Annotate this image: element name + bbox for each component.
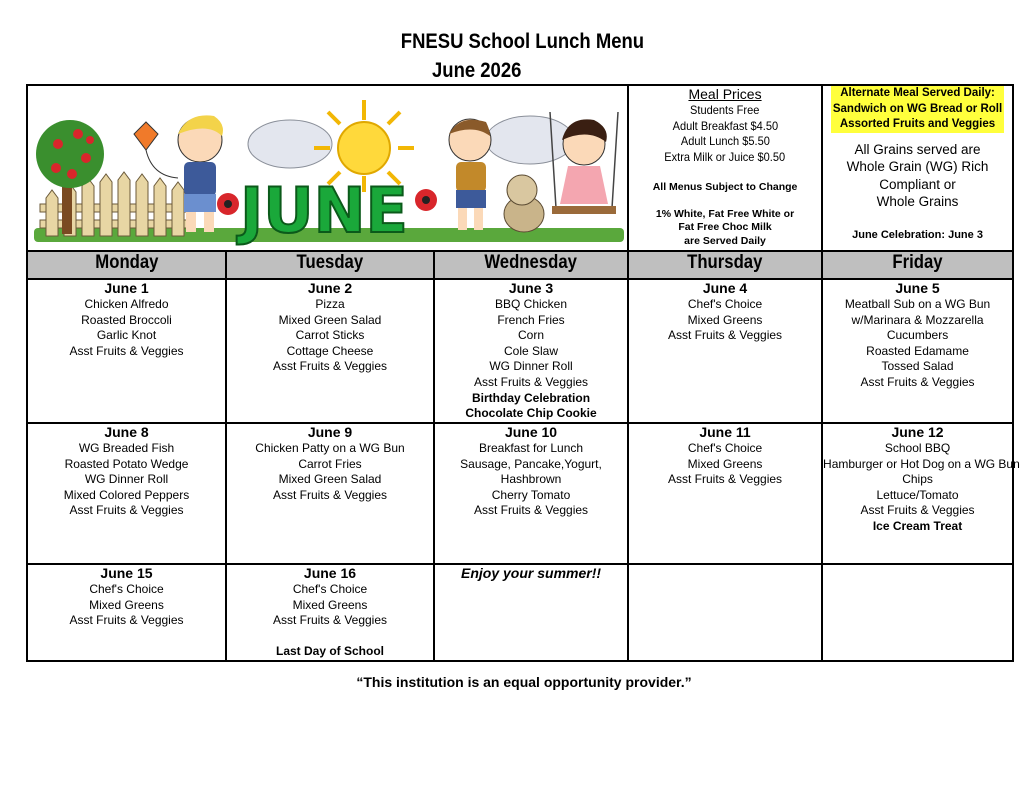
meal-prices-heading: Meal Prices [688,86,762,102]
day-cell [226,564,434,661]
menu-item: Asst Fruits & Veggies [272,359,388,374]
day-header-thursday: Thursday [628,251,822,279]
menu-item: Carrot Sticks [295,328,365,343]
menu-item: WG Dinner Roll [489,359,573,374]
grains-line: Whole Grain (WG) Rich [846,159,989,174]
menu-item: Asst Fruits & Veggies [473,374,589,389]
menu-item: Asst Fruits & Veggies [668,328,783,343]
grains-line: Whole Grains [876,194,959,209]
day-date: June 9 [307,424,353,440]
menu-change-note: All Menus Subject to Change [652,181,798,193]
menu-item: Mixed Greens [687,312,763,327]
menu-item: Chicken Alfredo [84,297,169,311]
menu-item: Chips [902,472,933,487]
menu-item: Chef's Choice [687,441,763,455]
menu-item: Asst Fruits & Veggies [668,472,783,487]
day-date: June 12 [891,424,944,440]
menu-item: Cucumbers [886,328,949,343]
meal-prices-cell [628,85,822,251]
day-cell [822,279,1013,423]
day-cell [27,279,226,423]
menu-item: Cole Slaw [504,343,559,358]
menu-item: Chef's Choice [89,582,164,596]
menu-table [26,84,1020,662]
alternate-meal-highlight [831,86,1004,133]
june-clipart [28,86,628,250]
menu-item: Carrot Fries [298,456,362,471]
menu-item: Asst Fruits & Veggies [69,613,184,628]
menu-item: Mixed Green Salad [278,312,382,327]
day-date: June 8 [104,424,149,440]
summer-message: Enjoy your summer!! [461,565,602,581]
day-cell [822,564,1013,661]
week-row [27,564,1013,661]
day-cell [628,423,822,564]
menu-item: BBQ Chicken [495,297,568,311]
alternate-meal-line: Assorted Fruits and Veggies [839,118,996,130]
day-date: June 11 [699,424,751,440]
menu-item: WG Dinner Roll [84,472,169,487]
menu-item: Mixed Greens [89,597,164,612]
day-date: June 10 [504,424,558,440]
alternate-meal-cell [822,85,1013,251]
menu-item: Asst Fruits & Veggies [860,503,975,518]
menu-item: Sausage, Pancake,Yogurt, [460,456,602,471]
menu-item: French Fries [497,312,565,327]
menu-item: Mixed Green Salad [278,472,382,487]
day-date: June 16 [303,565,357,581]
day-header-tuesday: Tuesday [226,251,434,279]
day-cell [27,564,226,661]
menu-item: Garlic Knot [96,328,157,343]
menu-item: Mixed Colored Peppers [63,487,190,502]
menu-item: Chef's Choice [687,297,763,311]
special-item: Birthday Celebration [472,390,591,405]
alternate-meal-line: Sandwich on WG Bread or Roll [832,102,1003,115]
menu-item: Pizza [315,297,345,311]
menu-item: Roasted Broccoli [81,312,172,327]
day-cell [434,423,628,564]
day-cell [628,279,822,423]
menu-item: Asst Fruits & Veggies [473,503,589,518]
menu-item: Breakfast for Lunch [478,441,584,455]
grains-line: Compliant or [879,176,956,192]
price-line: Extra Milk or Juice $0.50 [664,149,786,164]
milk-note-line: Fat Free Choc Milk [678,221,772,233]
day-cell [226,279,434,423]
price-line: Adult Breakfast $4.50 [672,118,778,133]
menu-item: Chef's Choice [292,582,368,596]
day-header-friday: Friday [822,251,1013,279]
day-cell [27,423,226,564]
june-word: JUNE [240,174,408,247]
week-row [27,423,1013,564]
day-cell [226,423,434,564]
special-item: Chocolate Chip Cookie [465,406,597,421]
menu-item: Tossed Salad [881,359,954,374]
special-item: Last Day of School [275,643,385,658]
price-line: Adult Lunch $5.50 [680,134,770,148]
menu-item: Meatball Sub on a WG Bun [844,297,991,311]
page-subtitle: June 2026 [432,59,522,82]
menu-item: Asst Fruits & Veggies [272,487,388,502]
day-cell [822,423,1020,564]
whole-grains-note [823,141,1012,211]
milk-note-line: 1% White, Fat Free White or [655,207,795,220]
menu-item: Corn [518,328,545,343]
page-title: FNESU School Lunch Menu [400,30,645,53]
june-banner [27,85,628,251]
menu-item: Roasted Edamame [866,343,969,358]
price-line: Students Free [690,103,760,117]
menu-item: Chicken Patty on a WG Bun [255,441,405,455]
menu-item: w/Marinara & Mozzarella [851,312,984,327]
menu-item: Hamburger or Hot Dog on a WG Bun [823,456,1020,471]
day-header-wednesday: Wednesday [434,251,628,279]
menu-item: WG Breaded Fish [78,441,175,455]
day-cell [628,564,822,661]
day-cell [434,564,628,661]
menu-item: Cottage Cheese [286,343,374,358]
menu-item: Roasted Potato Wedge [64,456,189,471]
day-date: June 4 [702,280,748,296]
menu-item: Lettuce/Tomato [876,487,959,502]
menu-item: Asst Fruits & Veggies [69,343,184,358]
menu-item: Mixed Greens [687,456,763,471]
milk-note-line: are Served Daily [684,234,766,247]
menu-item: Mixed Greens [292,597,368,612]
june-celebration: June Celebration: June 3 [852,228,983,241]
alternate-meal-line: Alternate Meal Served Daily: [840,87,995,99]
menu-item: Cherry Tomato [491,487,571,502]
special-item: Ice Cream Treat [872,518,963,533]
day-date: June 2 [307,280,353,296]
day-date: June 1 [104,280,149,296]
menu-item: Hashbrown [500,472,562,487]
day-header-monday: Monday [27,251,226,279]
day-date: June 15 [100,565,153,581]
week-row [27,279,1013,423]
day-cell [434,279,628,423]
menu-item: Asst Fruits & Veggies [272,613,388,628]
grains-line: All Grains served are [854,141,981,157]
menu-item: Asst Fruits & Veggies [860,374,975,389]
day-date: June 3 [508,280,554,296]
equal-opportunity-statement: “This institution is an equal opportunity provider.” [356,674,692,690]
menu-item: Asst Fruits & Veggies [69,503,184,518]
day-date: June 5 [895,280,940,296]
menu-item: School BBQ [884,441,951,455]
